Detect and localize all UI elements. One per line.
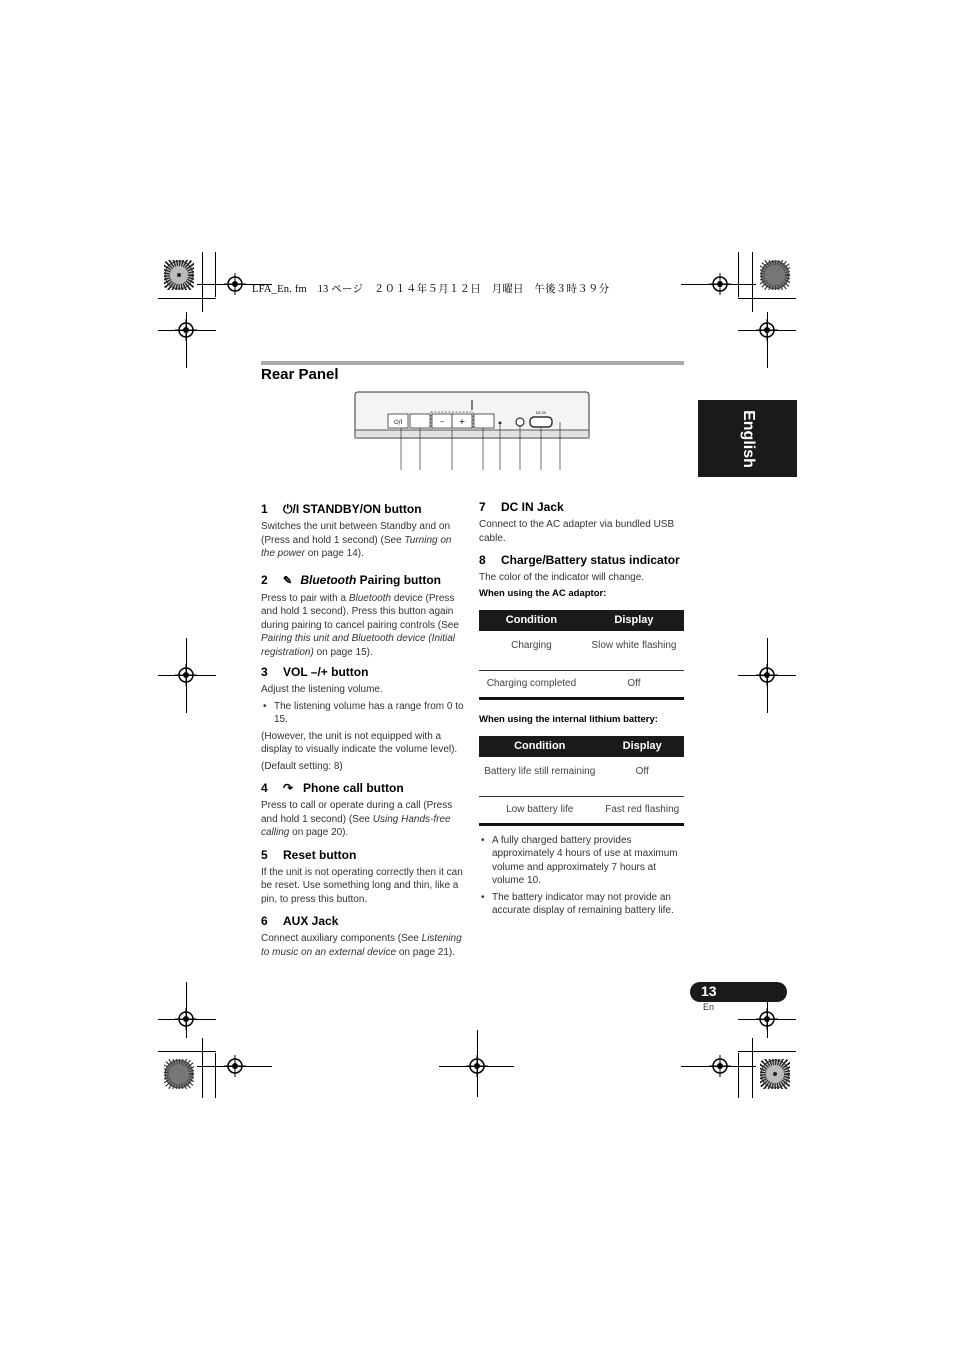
bluetooth-icon: ✎ [283,574,293,587]
list-item: 4 ↷ Phone call button Press to call or operate during a call (Press and hold 1 second) (See Using Hands-free calling on page 20). [261,781,466,840]
table-header: Condition [479,736,600,757]
language-tab-label: English [739,409,757,468]
table-header: Display [584,610,684,631]
table-label: When using the internal lithium battery: [479,713,658,725]
list-item: 2 ✎ Bluetooth Pairing button Press to pair with a Bluetooth device (Press and hold 1 second). Press this button again during pairing to cancel pairing controls (See Pairing this unit and Bluetooth device (Initial registration) on page 15). [261,573,466,660]
phone-icon: ↷ [283,781,294,795]
density-wheel-icon [164,260,194,290]
item-body: The color of the indicator will change. [479,572,645,583]
density-wheel-icon [164,1059,194,1089]
item-title: Bluetooth [300,572,357,587]
registration-target-icon [756,1008,778,1030]
bullet-item: • A fully charged battery provides approximately 4 hours of use at maximum volume and approximately 7 hours at volume 10. [479,834,684,888]
registration-target-icon [709,273,731,295]
item-body: Connect to the AC adapter via bundled USB cable. [479,519,675,544]
file-info-header: LFA_En. fm 13 ページ ２０１４年５月１２日 月曜日 午後３時３９分 [252,284,610,295]
registration-target-icon [224,1055,246,1077]
rear-panel-diagram [352,390,592,472]
left-column [261,502,466,959]
density-wheel-icon [760,1059,790,1089]
registration-target-icon [175,664,197,686]
bullet-item: • The listening volume has a range from 0 to 15. [261,700,466,727]
list-item: 5 Reset button If the unit is not operating correctly then it can be reset. Use something long and thin, like a pin, to press this button. [261,848,466,907]
table-row: Low battery life Fast red flashing [479,797,684,825]
registration-target-icon [224,273,246,295]
registration-target-icon [175,319,197,341]
item-body: If the unit is not operating correctly then it can be reset. Use something long and thin, like a pin, to press this button. [261,866,463,905]
table-header: Display [600,736,684,757]
standby-label: ⏻/I [393,419,403,426]
table-row: Charging completed Off [479,671,684,699]
list-item: 6 AUX Jack Connect auxiliary components (See Listening to music on an external device on page 21). [261,914,466,959]
page-number-badge [690,982,787,1002]
item-body: (However, the unit is not equipped with a display to visually indicate the volume level). [261,730,458,755]
table-label: When using the AC adaptor: [479,587,607,599]
table-row: Battery life still remaining Off [484,766,649,777]
table-row: Charging Slow white flashing [511,640,677,651]
bullet-item: • The battery indicator may not provide an accurate display of remaining battery life. [479,891,684,918]
item-body: (Default setting: 8) [261,760,343,772]
item-title: DC IN Jack [501,500,564,514]
item-title: VOL –/+ button [283,665,369,679]
notes [479,834,684,918]
dc-in-label: DC IN [536,411,546,415]
item-body: Connect auxiliary components (See Listening to music on an external device on page 21). [261,933,462,958]
item-title: Charge/Battery status indicator [501,553,680,567]
table-header: Condition [479,610,584,631]
vol-plus-label: + [458,417,466,426]
item-body: Press to pair with a Bluetooth device (Press and hold 1 second). Press this button again during pairing to cancel pairing controls (See Pairing this unit and Bluetooth device (Initial registration) on page 15). [261,592,459,658]
page-language: En [703,1002,715,1012]
ac-status-table [479,610,684,700]
density-wheel-icon [760,260,790,290]
list-item: 1 ⏻/I STANDBY/ON button Switches the unit between Standby and on (Press and hold 1 second) (See Turning on the power on page 14). [261,502,466,561]
language-tab [698,400,797,477]
item-body: Switches the unit between Standby and on (Press and hold 1 second) (See Turning on the power on page 14). [261,521,452,559]
item-title: AUX Jack [283,914,339,928]
section-rule [261,361,684,365]
item-body: Press to call or operate during a call (Press and hold 1 second) (See Using Hands-free calling on page 20). [261,800,453,838]
item-title: Phone call button [303,781,404,795]
list-item: 3 VOL –/+ button Adjust the listening volume. • The listening volume has a range from 0 to 15. (However, the unit is not equipped with a display to visually indicate the volume level). (Default setting: 8) [261,665,466,773]
registration-target-icon [756,319,778,341]
list-item: 8 Charge/Battery status indicator The color of the indicator will change. [479,553,684,585]
vol-minus-label: – [440,417,444,426]
item-title: ⏻/I STANDBY/ON button [283,502,422,516]
registration-target-icon [709,1055,731,1077]
registration-target-icon [175,1008,197,1030]
item-title: Reset button [283,847,357,862]
item-body: Adjust the listening volume. [261,684,383,695]
page-number: 13 [701,983,717,999]
registration-target-icon [756,664,778,686]
battery-status-table [479,736,684,826]
registration-target-icon [466,1055,488,1077]
right-column [479,500,684,918]
list-item: 7 DC IN Jack Connect to the AC adapter via bundled USB cable. [479,500,684,545]
section-title: Rear Panel [261,366,339,383]
